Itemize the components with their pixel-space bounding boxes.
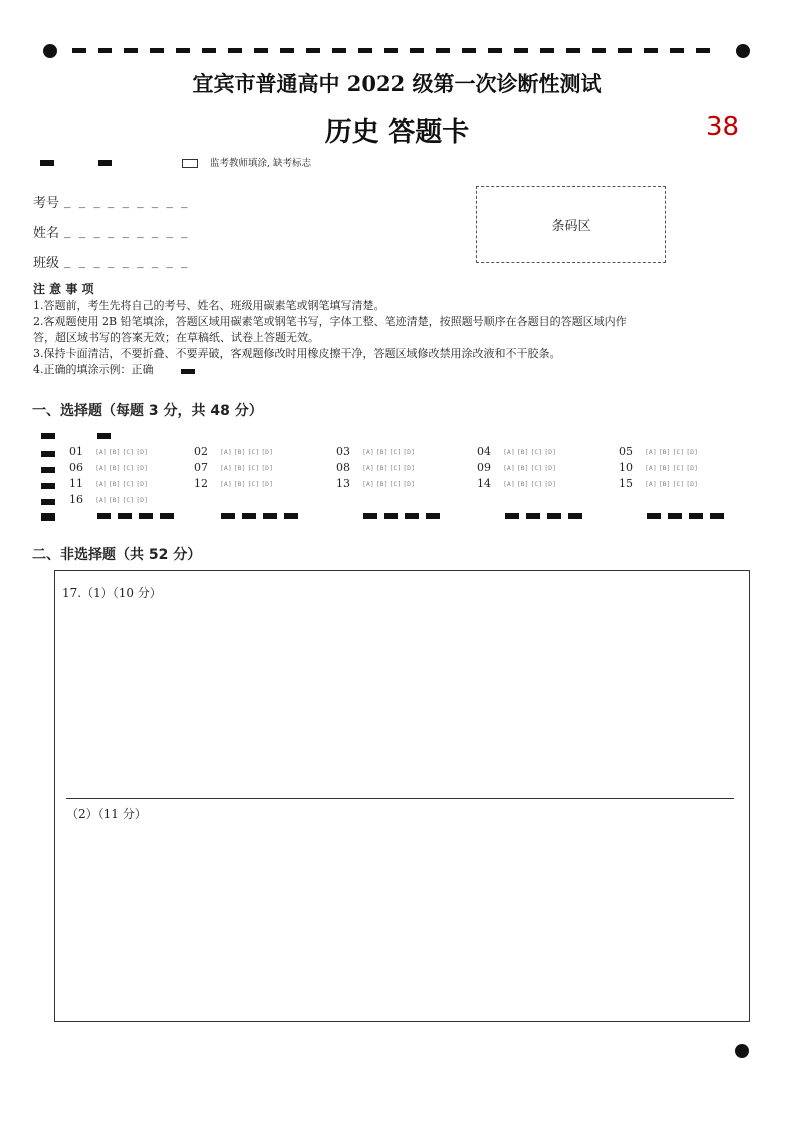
choice-bubble-03-1[interactable]: [B]	[375, 447, 388, 456]
choice-bubble-10-0[interactable]: [A]	[645, 463, 657, 472]
registration-dash	[618, 48, 632, 53]
timing-mark	[547, 513, 561, 519]
question-number: 15	[619, 477, 633, 490]
choice-question-08	[336, 461, 415, 474]
choice-bubble-11-3[interactable]: [D]	[136, 479, 148, 488]
choice-bubble-08-2[interactable]: [C]	[389, 463, 402, 472]
choice-bubble-09-1[interactable]: [B]	[516, 463, 529, 472]
choice-bubble-02-2[interactable]: [C]	[247, 447, 260, 456]
timing-mark	[363, 513, 377, 519]
registration-dash	[358, 48, 372, 53]
choice-bubble-08-1[interactable]: [B]	[375, 463, 388, 472]
choice-bubble-07-2[interactable]: [C]	[247, 463, 260, 472]
field-exam-id[interactable]: _ _ _ _ _ _ _ _ _	[64, 194, 190, 209]
registration-dot-top-right	[736, 44, 750, 58]
choice-bubble-06-1[interactable]: [B]	[108, 463, 121, 472]
choice-bubble-15-1[interactable]: [B]	[658, 479, 671, 488]
choice-bubble-02-3[interactable]: [D]	[261, 447, 273, 456]
choice-bubble-02-1[interactable]: [B]	[233, 447, 246, 456]
timing-mark	[384, 513, 398, 519]
registration-dash	[72, 48, 86, 53]
timing-mark	[97, 513, 111, 519]
choice-bubble-13-0[interactable]: [A]	[362, 479, 374, 488]
notice-item: 2.客观题使用 2B 铅笔填涂，答题区域用碳素笔或钢笔书写，字体工整、笔迹清楚，按照题号顺序在各题目的答题区域内作	[33, 315, 627, 328]
question-number: 09	[477, 461, 491, 474]
choice-bubble-15-3[interactable]: [D]	[686, 479, 698, 488]
registration-dot-bottom-right	[735, 1044, 749, 1058]
notice-title: 注 意 事 项	[33, 282, 94, 296]
timing-mark	[118, 513, 132, 519]
choice-question-04	[477, 445, 556, 458]
notice-item: 答，超区域书写的答案无效；在草稿纸、试卷上答题无效。	[33, 331, 319, 344]
choice-bubble-03-3[interactable]: [D]	[403, 447, 415, 456]
registration-dash	[566, 48, 580, 53]
timing-mark	[668, 513, 682, 519]
choice-question-06	[69, 461, 148, 474]
page-number: 38	[706, 112, 740, 142]
q17-part1-label: 17.（1）（10 分）	[62, 586, 162, 600]
alignment-mark	[41, 433, 55, 439]
timing-mark	[405, 513, 419, 519]
choice-bubble-07-1[interactable]: [B]	[233, 463, 246, 472]
choice-bubble-03-0[interactable]: [A]	[362, 447, 374, 456]
choice-bubble-04-3[interactable]: [D]	[544, 447, 556, 456]
exam-title: 宜宾市普通高中 2022 级第一次诊断性测试	[192, 71, 602, 96]
choice-bubble-12-1[interactable]: [B]	[233, 479, 246, 488]
q17-part2-label: （2）（11 分）	[66, 807, 147, 821]
question-number: 07	[194, 461, 208, 474]
registration-dash	[202, 48, 216, 53]
question-number: 10	[619, 461, 633, 474]
registration-dash	[670, 48, 684, 53]
choice-bubble-09-0[interactable]: [A]	[503, 463, 515, 472]
timing-mark	[284, 513, 298, 519]
registration-dash	[410, 48, 424, 53]
choice-bubble-14-2[interactable]: [C]	[530, 479, 543, 488]
choice-bubble-03-2[interactable]: [C]	[389, 447, 402, 456]
field-label-exam-id: 考号	[33, 196, 60, 211]
registration-dash	[254, 48, 268, 53]
choice-question-13	[336, 477, 415, 490]
timing-mark	[505, 513, 519, 519]
timing-mark	[41, 513, 55, 519]
choice-bubble-14-0[interactable]: [A]	[503, 479, 515, 488]
choice-bubble-15-0[interactable]: [A]	[645, 479, 657, 488]
absent-checkbox[interactable]	[182, 159, 198, 168]
registration-dash	[98, 48, 112, 53]
registration-dash	[124, 48, 138, 53]
registration-dash	[150, 48, 164, 53]
choice-bubble-01-2[interactable]: [C]	[122, 447, 135, 456]
timing-mark	[526, 513, 540, 519]
choice-question-11	[69, 477, 148, 490]
timing-mark	[41, 451, 55, 457]
choice-bubble-05-3[interactable]: [D]	[686, 447, 698, 456]
choice-question-10	[619, 461, 698, 474]
question-number: 12	[194, 477, 208, 490]
choice-question-03	[336, 445, 415, 458]
choice-bubble-11-2[interactable]: [C]	[122, 479, 135, 488]
choice-bubble-12-2[interactable]: [C]	[247, 479, 260, 488]
question-number: 03	[336, 445, 350, 458]
field-name[interactable]: _ _ _ _ _ _ _ _ _	[64, 224, 190, 239]
question-number: 04	[477, 445, 491, 458]
section2-heading: 二、非选择题（共 52 分）	[32, 547, 202, 563]
choice-bubble-16-2[interactable]: [C]	[122, 495, 135, 504]
barcode-area	[476, 186, 666, 263]
timing-mark	[41, 499, 55, 505]
choice-bubble-16-3[interactable]: [D]	[136, 495, 148, 504]
choice-bubble-01-0[interactable]: [A]	[95, 447, 107, 456]
timing-mark	[647, 513, 661, 519]
question-number: 08	[336, 461, 350, 474]
choice-bubble-16-1[interactable]: [B]	[108, 495, 121, 504]
timing-mark	[568, 513, 582, 519]
registration-dash	[306, 48, 320, 53]
timing-mark	[689, 513, 703, 519]
question-number: 01	[69, 445, 83, 458]
timing-mark	[426, 513, 440, 519]
choice-bubble-04-2[interactable]: [C]	[530, 447, 543, 456]
alignment-mark	[97, 433, 111, 439]
registration-dash	[592, 48, 606, 53]
choice-bubble-10-2[interactable]: [C]	[672, 463, 685, 472]
registration-dash	[436, 48, 450, 53]
timing-mark	[242, 513, 256, 519]
absent-note: 监考教师填涂, 缺考标志	[210, 158, 312, 169]
registration-dash	[176, 48, 190, 53]
question-number: 16	[69, 493, 83, 506]
field-label-class: 班级	[33, 256, 60, 271]
choice-question-15	[619, 477, 698, 490]
choice-bubble-14-1[interactable]: [B]	[516, 479, 529, 488]
choice-question-02	[194, 445, 273, 458]
registration-dash	[696, 48, 710, 53]
answer-divider	[66, 798, 734, 799]
choice-bubble-16-0[interactable]: [A]	[95, 495, 107, 504]
question-number: 14	[477, 477, 491, 490]
choice-bubble-05-0[interactable]: [A]	[645, 447, 657, 456]
choice-bubble-11-0[interactable]: [A]	[95, 479, 107, 488]
choice-bubble-13-1[interactable]: [B]	[375, 479, 388, 488]
timing-mark	[139, 513, 153, 519]
choice-bubble-01-3[interactable]: [D]	[136, 447, 148, 456]
choice-question-05	[619, 445, 698, 458]
choice-bubble-07-3[interactable]: [D]	[261, 463, 273, 472]
choice-bubble-05-2[interactable]: [C]	[672, 447, 685, 456]
question-number: 11	[69, 477, 83, 490]
timing-mark	[263, 513, 277, 519]
answer-box-q17[interactable]	[54, 570, 750, 1022]
registration-dash	[488, 48, 502, 53]
timing-mark	[710, 513, 724, 519]
choice-question-09	[477, 461, 556, 474]
notice-item: 1.答题前，考生先将自己的考号、姓名、班级用碳素笔或钢笔填写清楚。	[33, 299, 385, 312]
question-number: 02	[194, 445, 208, 458]
registration-dash	[384, 48, 398, 53]
field-class[interactable]: _ _ _ _ _ _ _ _ _	[64, 254, 190, 269]
notice-item: 3.保持卡面清洁，不要折叠、不要弄破，客观题修改时用橡皮擦干净，答题区域修改禁用涂改液和不干胶条。	[33, 347, 561, 360]
fill-example-mark	[181, 369, 195, 374]
choice-bubble-06-3[interactable]: [D]	[136, 463, 148, 472]
registration-dash	[644, 48, 658, 53]
field-label-name: 姓名	[33, 226, 60, 241]
registration-dash	[332, 48, 346, 53]
choice-bubble-08-0[interactable]: [A]	[362, 463, 374, 472]
timing-mark	[221, 513, 235, 519]
alignment-mark	[40, 160, 54, 166]
choice-bubble-12-3[interactable]: [D]	[261, 479, 273, 488]
question-number: 05	[619, 445, 633, 458]
choice-bubble-14-3[interactable]: [D]	[544, 479, 556, 488]
choice-bubble-06-2[interactable]: [C]	[122, 463, 135, 472]
registration-dash	[462, 48, 476, 53]
choice-bubble-10-1[interactable]: [B]	[658, 463, 671, 472]
choice-question-12	[194, 477, 273, 490]
choice-bubble-01-1[interactable]: [B]	[108, 447, 121, 456]
timing-mark	[41, 467, 55, 473]
registration-dot-top-left	[43, 44, 57, 58]
notice-item: 4.正确的填涂示例：正确	[33, 363, 154, 376]
choice-bubble-09-2[interactable]: [C]	[530, 463, 543, 472]
choice-question-01	[69, 445, 148, 458]
choice-bubble-10-3[interactable]: [D]	[686, 463, 698, 472]
choice-bubble-06-0[interactable]: [A]	[95, 463, 107, 472]
choice-bubble-04-0[interactable]: [A]	[503, 447, 515, 456]
choice-bubble-05-1[interactable]: [B]	[658, 447, 671, 456]
choice-question-07	[194, 461, 273, 474]
choice-bubble-09-3[interactable]: [D]	[544, 463, 556, 472]
section1-heading: 一、选择题（每题 3 分，共 48 分）	[32, 403, 263, 419]
card-subtitle: 历史 答题卡	[324, 117, 470, 148]
choice-question-14	[477, 477, 556, 490]
registration-dash	[514, 48, 528, 53]
choice-bubble-15-2[interactable]: [C]	[672, 479, 685, 488]
choice-bubble-13-2[interactable]: [C]	[389, 479, 402, 488]
choice-bubble-04-1[interactable]: [B]	[516, 447, 529, 456]
alignment-mark	[98, 160, 112, 166]
registration-dash	[540, 48, 554, 53]
registration-dash	[280, 48, 294, 53]
choice-question-16	[69, 493, 148, 506]
choice-bubble-11-1[interactable]: [B]	[108, 479, 121, 488]
question-number: 06	[69, 461, 83, 474]
choice-bubble-13-3[interactable]: [D]	[403, 479, 415, 488]
choice-bubble-08-3[interactable]: [D]	[403, 463, 415, 472]
question-number: 13	[336, 477, 350, 490]
choice-bubble-02-0[interactable]: [A]	[220, 447, 232, 456]
registration-dash	[228, 48, 242, 53]
choice-bubble-12-0[interactable]: [A]	[220, 479, 232, 488]
timing-mark	[41, 483, 55, 489]
timing-mark	[160, 513, 174, 519]
barcode-label: 条码区	[551, 219, 591, 234]
choice-bubble-07-0[interactable]: [A]	[220, 463, 232, 472]
